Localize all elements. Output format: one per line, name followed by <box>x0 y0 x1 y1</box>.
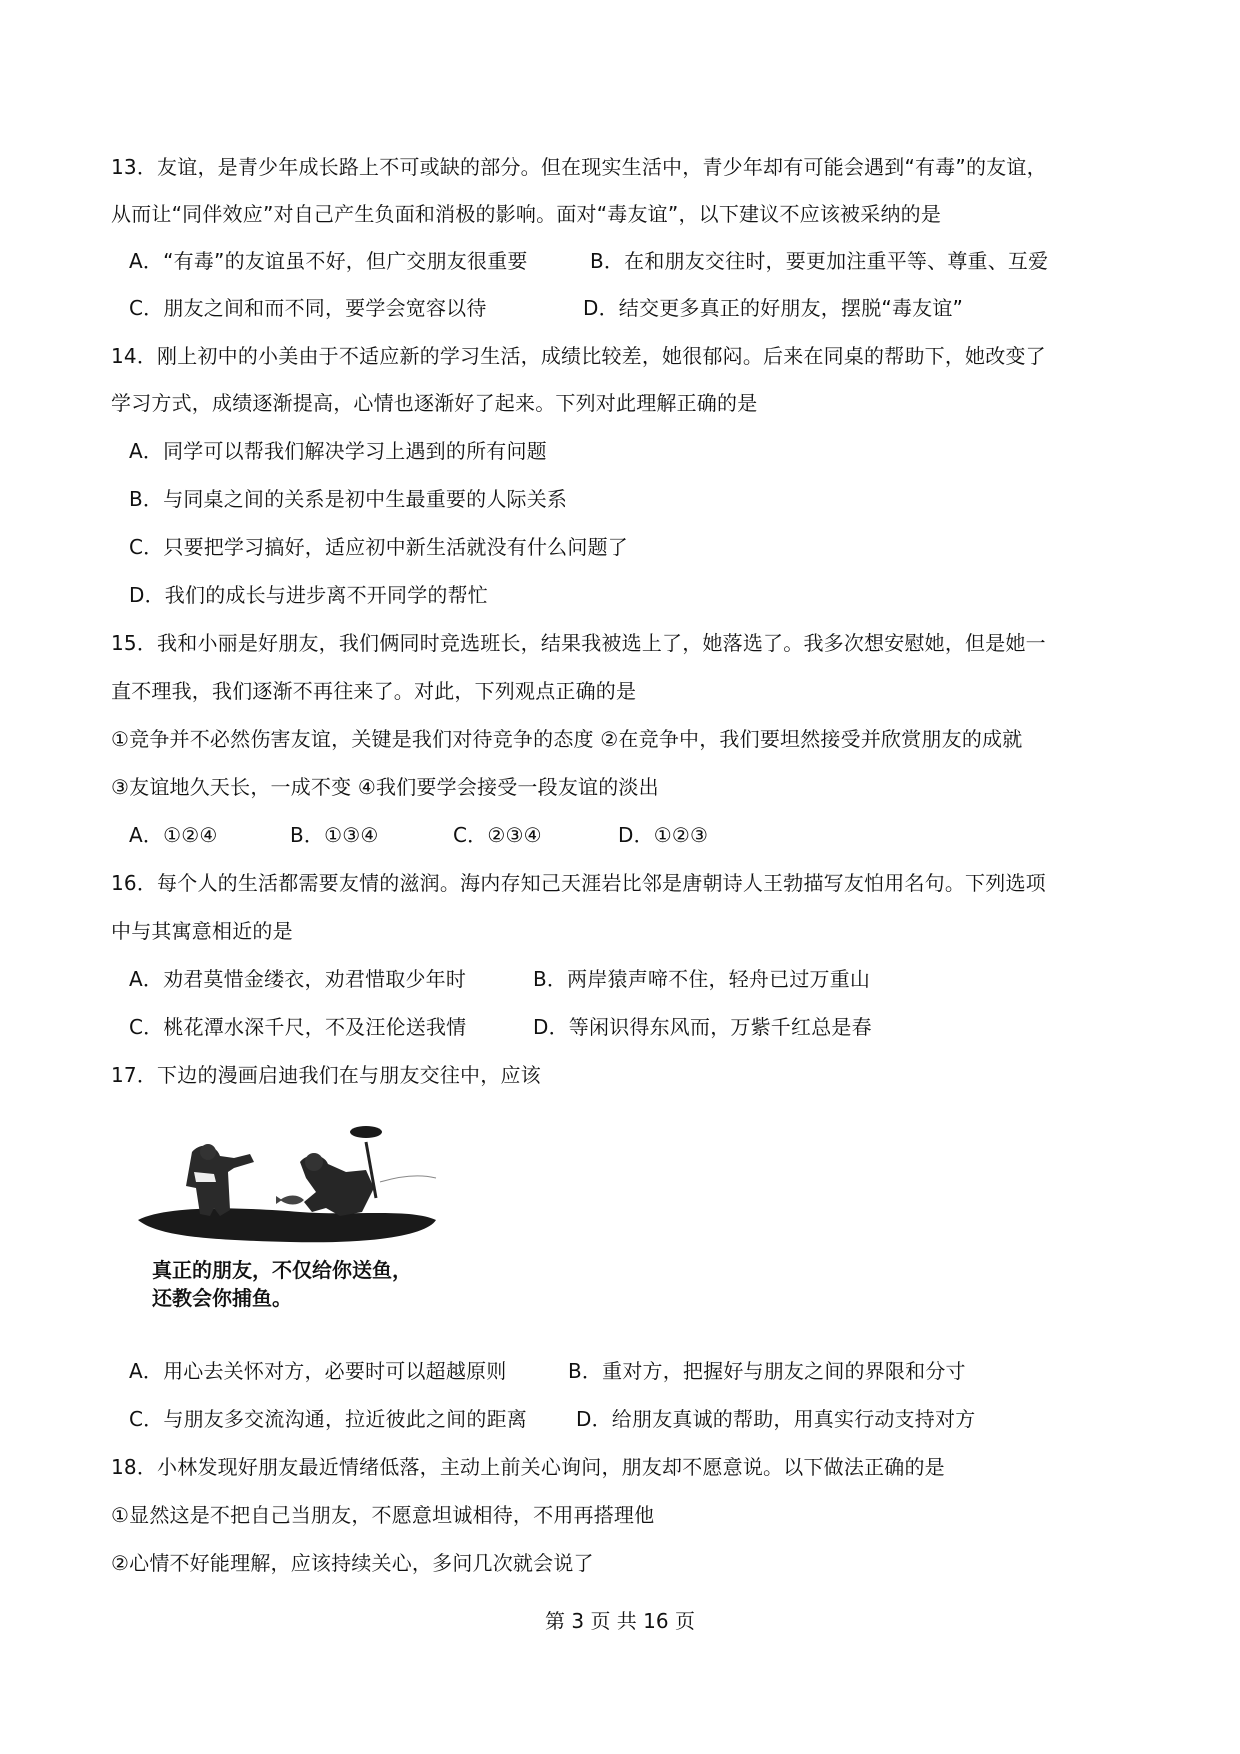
q14-option-c: C．只要把学习搞好，适应初中新生活就没有什么问题了 <box>129 535 628 559</box>
q17-option-d: D．给朋友真诚的帮助，用真实行动支持对方 <box>576 1407 976 1431</box>
q15-stem-line1: 15．我和小丽是好朋友，我们俩同时竞选班长，结果我被选上了，她落选了。我多次想安慰她，但是她一 <box>111 631 1046 655</box>
q15-statements-line1: ①竞争并不必然伤害友谊，关键是我们对待竞争的态度 ②在竞争中，我们要坦然接受并欣赏朋友的成就 <box>111 727 1023 751</box>
q15-statements-line2: ③友谊地久天长，一成不变 ④我们要学会接受一段友谊的淡出 <box>111 775 659 799</box>
q14-option-b: B．与同桌之间的关系是初中生最重要的人际关系 <box>129 487 568 511</box>
q13-option-a: A．“有毒”的友谊虽不好，但广交朋友很重要 <box>129 249 528 273</box>
q14-option-d: D．我们的成长与进步离不开同学的帮忙 <box>129 583 489 607</box>
q13-option-d: D．结交更多真正的好朋友，摆脱“毒友谊” <box>583 296 964 320</box>
comic-caption-line1: 真正的朋友，不仅给你送鱼， <box>152 1258 412 1282</box>
q18-statement-1: ①显然这是不把自己当朋友，不愿意坦诚相待，不用再搭理他 <box>111 1503 655 1527</box>
q14-stem-line2: 学习方式，成绩逐渐提高，心情也逐渐好了起来。下列对此理解正确的是 <box>111 391 758 415</box>
q13-stem-line1: 13．友谊，是青少年成长路上不可或缺的部分。但在现实生活中，青少年却有可能会遇到“有毒”的友谊， <box>111 155 1047 179</box>
q16-option-a: A．劝君莫惜金缕衣，劝君惜取少年时 <box>129 967 467 991</box>
comic-caption-line2: 还教会你捕鱼。 <box>152 1286 292 1310</box>
comic-fishing-friends-icon <box>130 1112 448 1252</box>
q17-option-c: C．与朋友多交流沟通，拉近彼此之间的距离 <box>129 1407 527 1431</box>
q15-stem-line2: 直不理我，我们逐渐不再往来了。对此，下列观点正确的是 <box>111 679 637 703</box>
q14-option-a: A．同学可以帮我们解决学习上遇到的所有问题 <box>129 439 547 463</box>
q14-stem-line1: 14．刚上初中的小美由于不适应新的学习生活，成绩比较差，她很郁闷。后来在同桌的帮助下，她改变了 <box>111 344 1046 368</box>
q16-option-b: B．两岸猿声啼不住，轻舟已过万重山 <box>533 967 871 991</box>
q15-option-a: A．①②④ <box>129 823 218 847</box>
q15-option-c: C．②③④ <box>453 823 542 847</box>
q16-stem-line2: 中与其寓意相近的是 <box>111 919 293 943</box>
q17-option-a: A．用心去关怀对方，必要时可以超越原则 <box>129 1359 507 1383</box>
q17-option-b: B．重对方，把握好与朋友之间的界限和分寸 <box>568 1359 966 1383</box>
q18-stem-line1: 18．小林发现好朋友最近情绪低落，主动上前关心询问，朋友却不愿意说。以下做法正确的是 <box>111 1455 945 1479</box>
q15-option-b: B．①③④ <box>290 823 379 847</box>
q16-option-d: D．等闲识得东风而，万紫千红总是春 <box>533 1015 872 1039</box>
q16-option-c: C．桃花潭水深千尺，不及汪伦送我情 <box>129 1015 467 1039</box>
page-number-footer: 第 3 页 共 16 页 <box>545 1609 695 1633</box>
q15-option-d: D．①②③ <box>618 823 709 847</box>
q17-stem-line1: 17．下边的漫画启迪我们在与朋友交往中，应该 <box>111 1063 541 1087</box>
q18-statement-2: ②心情不好能理解，应该持续关心，多问几次就会说了 <box>111 1551 594 1575</box>
comic-illustration <box>130 1112 448 1324</box>
q13-stem-line2: 从而让“同伴效应”对自己产生负面和消极的影响。面对“毒友谊”，以下建议不应该被采纳的是 <box>111 202 942 226</box>
q16-stem-line1: 16．每个人的生活都需要友情的滋润。海内存知己天涯岩比邻是唐朝诗人王勃描写友怕用名句。下列选项 <box>111 871 1046 895</box>
q13-option-c: C．朋友之间和而不同，要学会宽容以待 <box>129 296 487 320</box>
q13-option-b: B．在和朋友交往时，要更加注重平等、尊重、互爱 <box>590 249 1049 273</box>
